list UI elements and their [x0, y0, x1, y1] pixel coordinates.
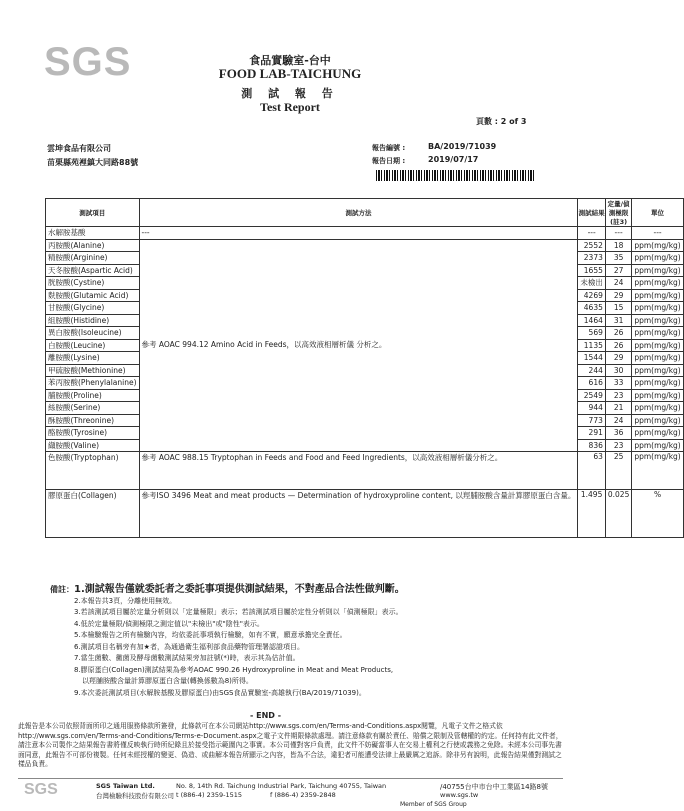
client-name: 雲坤食品有限公司 — [47, 144, 111, 153]
cell-limit: 35 — [605, 252, 631, 265]
cell-item: 纈胺酸(Valine) — [46, 439, 140, 452]
footer-fax: f (886-4) 2359-2848 — [270, 791, 336, 799]
cell-result: 836 — [578, 439, 606, 452]
cell-unit: ppm(mg/kg) — [632, 327, 683, 340]
cell-limit: 21 — [605, 402, 631, 415]
note-text: 5.本檢驗報告之所有檢驗內容，均依委託事項執行檢驗，如有不實，願意承擔完全責任。 — [74, 631, 347, 639]
report-title-en: Test Report — [260, 100, 320, 114]
note-item — [50, 619, 540, 631]
cell-item: 苯丙胺酸(Phenylalanine) — [46, 377, 140, 390]
footer-disclaimer: 此報告是本公司依照背面所印之通用服務條款所簽發，此條款可在本公司網站http://www.sgs.com/en/Terms-and-Conditions.aspx閱覽，凡電子文件之格式依http://www.sgs.com/en/Terms-and-Conditions/Terms-e-Document.aspx之電子文件期限條款處理。請注意條款有關於責任、賠償之限制及管轄權的約定。任何持有此文件者，請注意本公司製作之結果報告書將僅反映執行時所紀錄且於接受指示範圍內之事實。本公司僅對客戶負責，此文件不妨礙當事人在交易上權利之行使或義務之免除。未經本公司事先書面同意，此報告不可部份複製。任何未經授權的變更、偽造、或曲解本報告所顯示之內容，皆為不合法，違犯者可能遭受法律上最嚴厲之追訴。除非另有說明，此報告結果僅對測試之樣品負責。 — [18, 722, 563, 768]
note-text: 8.膠原蛋白(Collagen)測試結果為參考AOAC 990.26 Hydroxyproline in Meat and Meat Products, — [74, 665, 394, 674]
cell-item: 白胺酸(Leucine) — [46, 339, 140, 352]
report-number-label: 報告編號 : — [372, 144, 406, 152]
note-item — [50, 688, 540, 700]
note-item — [50, 653, 540, 665]
cell-unit: ppm(mg/kg) — [632, 239, 683, 252]
cell-limit: 30 — [605, 364, 631, 377]
cell-item: 水解胺基酸 — [46, 227, 140, 240]
cell-result: 4635 — [578, 302, 606, 315]
cell-result: 2549 — [578, 389, 606, 402]
cell-limit: --- — [605, 227, 631, 240]
page-number: 頁數 : 2 of 3 — [476, 117, 527, 126]
cell-limit: 23 — [605, 439, 631, 452]
table-row — [46, 452, 684, 490]
table-row — [46, 239, 684, 252]
table-header-row — [46, 199, 684, 227]
report-title-zh: 測 試 報 告 — [241, 87, 339, 100]
note-text: 7.當生菌數、黴菌及酵母菌數測試結果旁加註號(*)時，表示其為估計值。 — [74, 654, 300, 662]
footer-member: Member of SGS Group — [400, 801, 467, 808]
col-header-unit: 單位 — [632, 199, 683, 227]
cell-item: 甘胺酸(Glycine) — [46, 302, 140, 315]
cell-result: 1655 — [578, 264, 606, 277]
cell-unit: ppm(mg/kg) — [632, 252, 683, 265]
cell-result: 944 — [578, 402, 606, 415]
cell-result: 63 — [578, 452, 606, 490]
table-row — [46, 227, 684, 240]
cell-limit: 0.025 — [605, 490, 631, 538]
cell-unit: ppm(mg/kg) — [632, 302, 683, 315]
end-marker: - END - — [250, 711, 282, 720]
cell-item: 酥胺酸(Threonine) — [46, 414, 140, 427]
cell-limit: 24 — [605, 414, 631, 427]
report-date: 2019/07/17 — [428, 155, 479, 164]
cell-item: 麩胺酸(Glutamic Acid) — [46, 289, 140, 302]
cell-result: 1464 — [578, 314, 606, 327]
cell-result: 616 — [578, 377, 606, 390]
cell-limit: 25 — [605, 452, 631, 490]
cell-item: 離胺酸(Lysine) — [46, 352, 140, 365]
cell-limit: 26 — [605, 327, 631, 340]
note-item — [50, 607, 540, 619]
footer-address-en: No. 8, 14th Rd. Taichung Industrial Park, Taichung 40755, Taiwan — [176, 782, 387, 790]
cell-unit: ppm(mg/kg) — [632, 289, 683, 302]
cell-result: 569 — [578, 327, 606, 340]
note-item — [50, 642, 540, 654]
col-header-limit: 定量/偵測極限(註3) — [605, 199, 631, 227]
cell-method-amino-acid: 參考 AOAC 994.12 Amino Acid in Feeds，以高效液相層析儀 分析之。 — [139, 239, 578, 452]
cell-unit: ppm(mg/kg) — [632, 364, 683, 377]
cell-result: 291 — [578, 427, 606, 440]
cell-limit: 29 — [605, 289, 631, 302]
cell-item: 甲硫胺酸(Methionine) — [46, 364, 140, 377]
note-text: 1.測試報告僅就委託者之委託事項提供測試結果，不對產品合法性做判斷。 — [74, 584, 405, 595]
cell-limit: 24 — [605, 277, 631, 290]
cell-method-tryptophan: 參考 AOAC 988.15 Tryptophan in Feeds and Food and Feed Ingredients，以高效液相層析儀分析之。 — [139, 452, 578, 490]
note-text: 以羥脯胺酸含量計算膠原蛋白含量(轉換係數為8)所得。 — [82, 677, 253, 685]
results-table — [45, 198, 684, 538]
note-item — [50, 630, 540, 642]
cell-item: 膠原蛋白(Collagen) — [46, 490, 140, 538]
note-item — [50, 584, 540, 596]
cell-unit: ppm(mg/kg) — [632, 264, 683, 277]
cell-limit: 26 — [605, 339, 631, 352]
cell-result: --- — [578, 227, 606, 240]
cell-result: 4269 — [578, 289, 606, 302]
cell-limit: 23 — [605, 389, 631, 402]
note-text: 2.本報告共3頁，分離使用無效。 — [74, 596, 177, 605]
cell-item: 脯胺酸(Proline) — [46, 389, 140, 402]
cell-unit: ppm(mg/kg) — [632, 314, 683, 327]
note-item — [50, 676, 540, 688]
note-text: 6.測試項目名稱旁有加★者，為通過衛生福利部食品藥物管理署認證項目。 — [74, 642, 304, 651]
cell-unit: % — [632, 490, 683, 538]
cell-item: 天冬胺酸(Aspartic Acid) — [46, 264, 140, 277]
cell-unit: ppm(mg/kg) — [632, 352, 683, 365]
report-number: BA/2019/71039 — [428, 142, 497, 151]
sgs-logo: SGS — [44, 40, 132, 84]
cell-result: 1.495 — [578, 490, 606, 538]
cell-item: 異白胺酸(Isoleucine) — [46, 327, 140, 340]
cell-item: 精胺酸(Arginine) — [46, 252, 140, 265]
cell-limit: 27 — [605, 264, 631, 277]
cell-unit: ppm(mg/kg) — [632, 377, 683, 390]
col-header-result: 測試結果 — [578, 199, 606, 227]
cell-unit: ppm(mg/kg) — [632, 414, 683, 427]
lab-name-zh: 食品實驗室-台中 — [249, 54, 331, 67]
cell-result: 773 — [578, 414, 606, 427]
note-item — [50, 596, 540, 608]
report-date-label: 報告日期 : — [372, 157, 406, 165]
cell-item: 色胺酸(Tryptophan) — [46, 452, 140, 490]
cell-unit: ppm(mg/kg) — [632, 452, 683, 490]
note-text: 3.若該測試項目屬於定量分析則以「定量極限」表示；若該測試項目屬於定性分析則以「偵測極限」表示。 — [74, 608, 403, 616]
cell-limit: 33 — [605, 377, 631, 390]
cell-item: 胱胺酸(Cystine) — [46, 277, 140, 290]
lab-name-en: FOOD LAB-TAICHUNG — [218, 66, 362, 81]
notes-label: 備註： — [50, 585, 74, 594]
footer-phone: t (886-4) 2359-1515 — [176, 791, 243, 799]
cell-result: 1135 — [578, 339, 606, 352]
table-row — [46, 490, 684, 538]
cell-unit: --- — [632, 227, 683, 240]
cell-unit: ppm(mg/kg) — [632, 339, 683, 352]
cell-result: 未檢出 — [578, 277, 606, 290]
col-header-item: 測試項目 — [46, 199, 140, 227]
cell-limit: 18 — [605, 239, 631, 252]
cell-result: 2373 — [578, 252, 606, 265]
cell-unit: ppm(mg/kg) — [632, 402, 683, 415]
cell-unit: ppm(mg/kg) — [632, 389, 683, 402]
cell-limit: 29 — [605, 352, 631, 365]
cell-item: 丙胺酸(Alanine) — [46, 239, 140, 252]
cell-item: 組胺酸(Histidine) — [46, 314, 140, 327]
footer-company-en: SGS Taiwan Ltd. — [96, 782, 155, 790]
cell-unit: ppm(mg/kg) — [632, 439, 683, 452]
cell-result: 1544 — [578, 352, 606, 365]
cell-unit: ppm(mg/kg) — [632, 427, 683, 440]
footer-address-zh: /40755台中市台中工業區14路8號 — [440, 783, 548, 791]
barcode — [376, 170, 534, 181]
client-address: 苗栗縣苑裡鎮大同路88號 — [47, 158, 139, 167]
cell-result: 244 — [578, 364, 606, 377]
footer-website[interactable]: www.sgs.tw — [440, 791, 479, 799]
note-text: 4.低於定量極限/偵測極限之測定值以"未檢出"或"陰性"表示。 — [74, 619, 264, 628]
cell-item: 酪胺酸(Tyrosine) — [46, 427, 140, 440]
cell-item: 絲胺酸(Serine) — [46, 402, 140, 415]
note-text: 9.本次委託測試項目(水解胺基酸及膠原蛋白)由SGS食品實驗室-高雄執行(BA/2019/71039)。 — [74, 688, 366, 697]
cell-method: --- — [139, 227, 578, 240]
cell-unit: ppm(mg/kg) — [632, 277, 683, 290]
col-header-method: 測試方法 — [139, 199, 578, 227]
note-item — [50, 665, 540, 677]
cell-limit: 15 — [605, 302, 631, 315]
footer-sgs-logo: SGS — [24, 781, 58, 798]
cell-limit: 36 — [605, 427, 631, 440]
footer-company-zh: 台灣檢驗科技股份有限公司 — [96, 792, 174, 800]
cell-result: 2552 — [578, 239, 606, 252]
cell-limit: 31 — [605, 314, 631, 327]
cell-method-collagen: 參考ISO 3496 Meat and meat products — Determination of hydroxyproline content, 以羥脯胺酸含量計算膠原蛋白含量。 — [139, 490, 578, 538]
notes-section — [50, 584, 540, 699]
